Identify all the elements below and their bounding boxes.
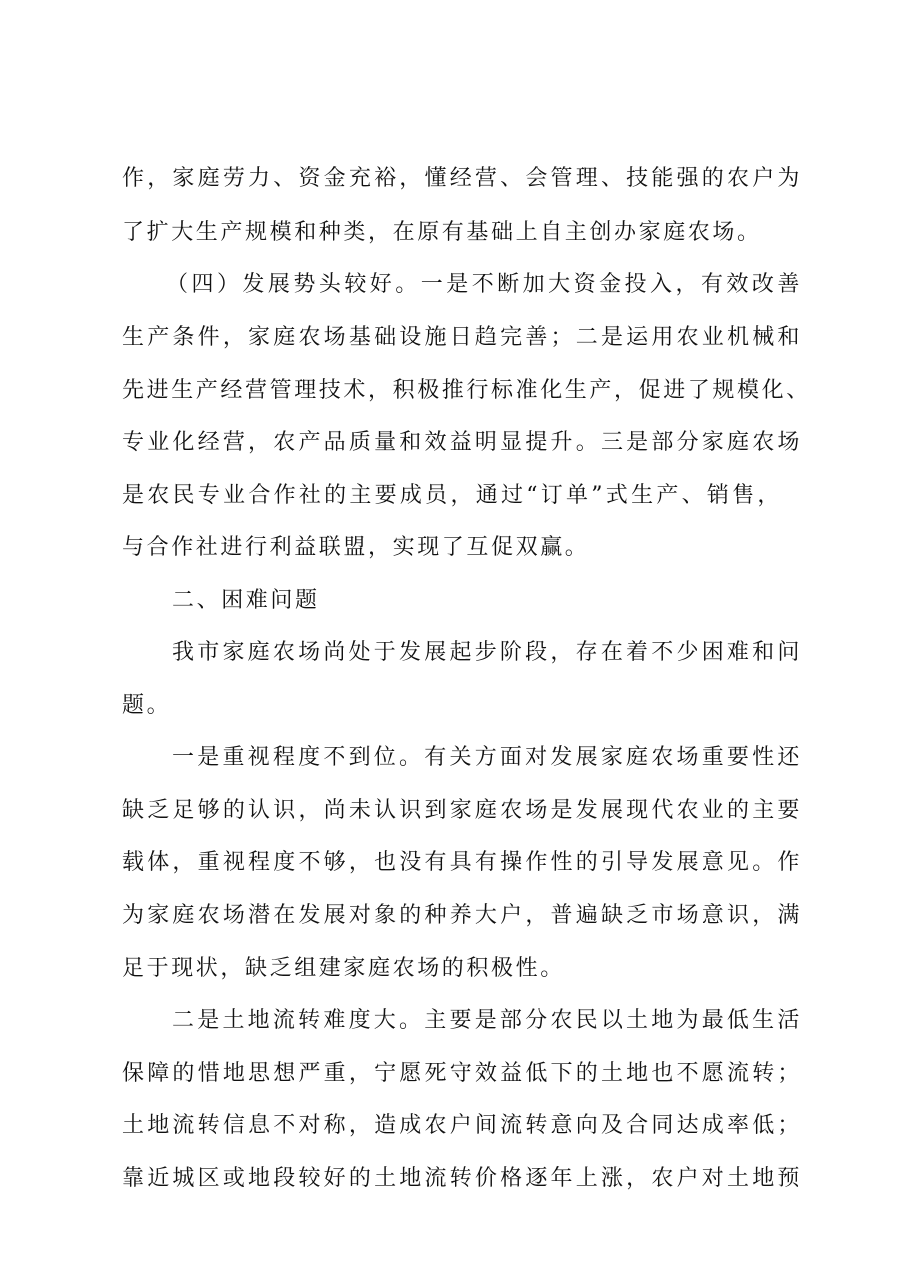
text-line: 二是土地流转难度大。主要是部分农民以土地为最低生活 [172,1008,802,1033]
text-line: 靠近城区或地段较好的土地流转价格逐年上涨，农户对土地预 [122,1166,802,1191]
text-line: 为家庭农场潜在发展对象的种养大户，普遍缺乏市场意识，满 [122,903,802,928]
text-line: 先进生产经营管理技术，积极推行标准化生产，促进了规模化、 [122,378,811,403]
text-line: 载体，重视程度不够，也没有具有操作性的引导发展意见。作 [122,850,802,875]
text-line: 了扩大生产规模和种类，在原有基础上自主创办家庭农场。 [122,220,762,245]
text-line: 足于现状，缺乏组建家庭农场的积极性。 [122,956,565,981]
text-line: 缺乏足够的认识，尚未认识到家庭农场是发展现代农业的主要 [122,798,802,823]
section-heading: 二、困难问题 [172,588,320,613]
text-line: 一是重视程度不到位。有关方面对发展家庭农场重要性还 [172,745,802,770]
text-line: 保障的惜地思想严重，宁愿死守效益低下的土地也不愿流转； [122,1061,802,1086]
text-line: 专业化经营，农产品质量和效益明显提升。三是部分家庭农场 [122,430,802,455]
text-line: 题。 [122,693,172,718]
text-line: 是农民专业合作社的主要成员，通过“订单”式生产、销售， [122,483,782,508]
section-heading-four: （四）发展势头较好。一是不断加大资金投入，有效改善 [166,272,802,297]
text-line: 与合作社进行利益联盟，实现了互促双赢。 [122,535,590,560]
text-line: 土地流转信息不对称，造成农户间流转意向及合同达成率低； [122,1113,802,1138]
text-line: 作，家庭劳力、资金充裕，懂经营、会管理、技能强的农户为 [122,166,802,191]
text-line: 我市家庭农场尚处于发展起步阶段，存在着不少困难和问 [172,640,802,665]
text-line: 生产条件，家庭农场基础设施日趋完善；二是运用农业机械和 [122,325,802,350]
